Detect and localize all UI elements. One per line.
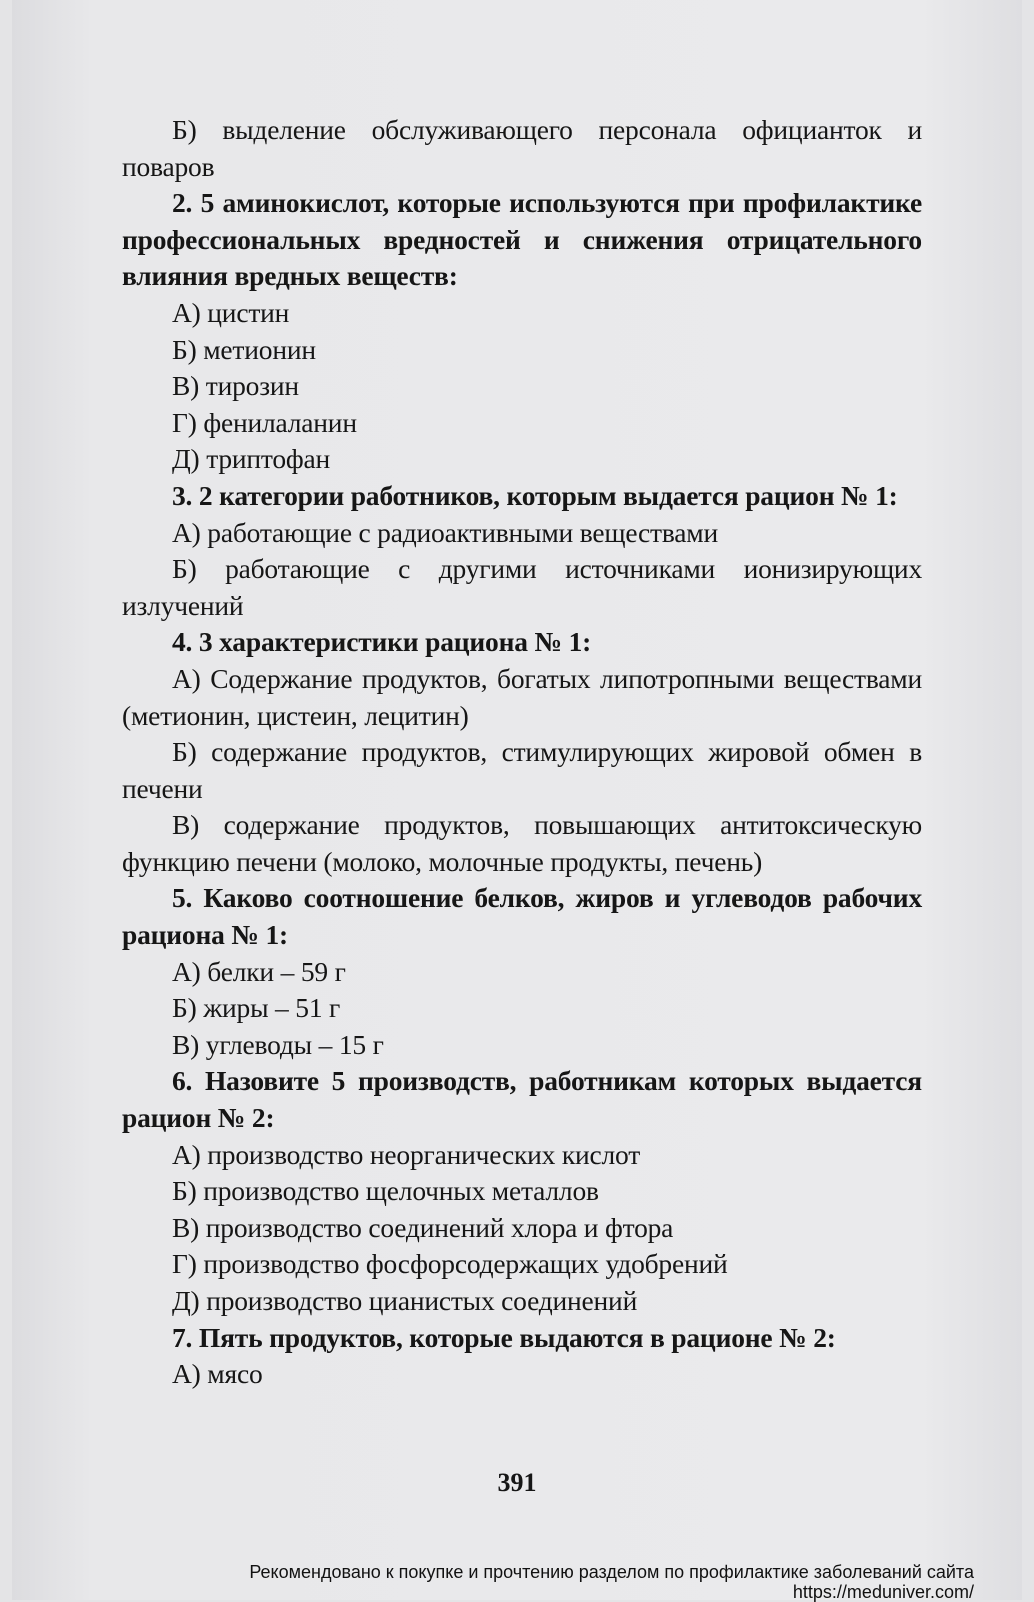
footer-note: Рекомендовано к покупке и прочтению разделом по профилактике заболеваний сайта https://meduniver.com/: [249, 1562, 974, 1602]
page-number: 391: [497, 1468, 537, 1497]
answer-paragraph: А) работающие с радиоактивными веществами: [172, 516, 718, 548]
answer-paragraph: Б) выделение обслуживающего персонала официанток и поваров: [122, 114, 922, 182]
answer-paragraph: Б) работающие с другими источниками ионизирующих излучений: [122, 553, 922, 621]
question: 5. Каково соотношение белков, жиров и углеводов рабочих рациона № 1:: [122, 882, 922, 951]
answer-item: Б) производство щелочных металлов: [172, 1175, 599, 1207]
question: 3. 2 категории работников, которым выдается рацион № 1:: [172, 479, 898, 511]
answer-item: А) производство неорганических кислот: [172, 1138, 641, 1170]
answer-paragraph: В) содержание продуктов, повышающих антитоксическую функцию печени (молоко, молочные продукты, печень): [122, 809, 922, 877]
answer-paragraph: Б) содержание продуктов, стимулирующих жировой обмен в печени: [122, 736, 922, 804]
question: 4. 3 характеристики рациона № 1:: [172, 626, 592, 658]
answer-item: В) углеводы – 15 г: [172, 1028, 384, 1060]
answer-item: Г) фенилаланин: [172, 406, 357, 438]
answer-item: Б) жиры – 51 г: [172, 992, 341, 1024]
answer-item: В) производство соединений хлора и фтора: [172, 1211, 674, 1243]
answer-item: Б) метионин: [172, 333, 316, 365]
page-body: [122, 112, 922, 1393]
answer-item: А) мясо: [172, 1358, 263, 1390]
answer-item: А) цистин: [172, 296, 290, 328]
question: 2. 5 аминокислот, которые используются при профилактике профессиональных вредностей и снижения отрицательного влияния вредных веществ:: [122, 187, 922, 292]
question: 6. Назовите 5 производств, работникам которых выдается рацион № 2:: [122, 1065, 922, 1134]
question: 7. Пять продуктов, которые выдаются в рационе № 2:: [172, 1321, 836, 1353]
answer-item: Д) производство цианистых соединений: [172, 1285, 638, 1316]
answer-item: В) тирозин: [172, 370, 299, 402]
book-page: [12, 0, 1022, 1600]
answer-item: А) белки – 59 г: [172, 955, 346, 987]
answer-item: Д) триптофан: [172, 443, 331, 475]
answer-paragraph: А) Содержание продуктов, богатых липотропными веществами (метионин, цистеин, лецитин): [122, 662, 922, 731]
answer-item: Г) производство фосфорсодержащих удобрений: [172, 1248, 728, 1280]
